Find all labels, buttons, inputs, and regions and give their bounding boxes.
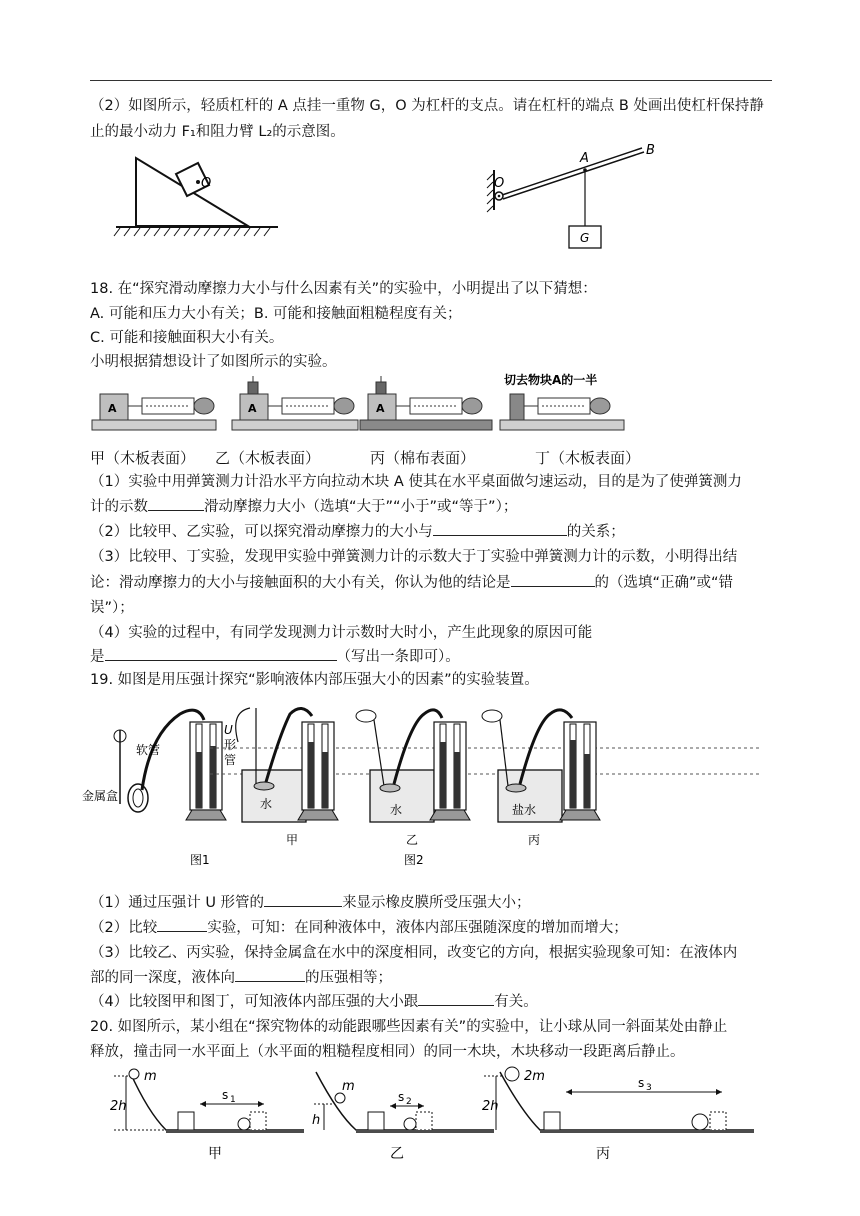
q18-s3-blank[interactable] <box>511 573 595 587</box>
svg-text:s: s <box>638 1076 645 1090</box>
q20-setup-jia <box>110 1069 304 1162</box>
svg-text:h: h <box>312 1113 321 1128</box>
svg-text:A: A <box>108 402 117 415</box>
svg-text:2h: 2h <box>110 1099 127 1114</box>
q17-incline-o-label: O <box>201 176 212 191</box>
svg-text:管: 管 <box>224 753 237 767</box>
q17-lever-figure <box>484 140 684 252</box>
q18-s3-line1: （3）比较甲、丁实验，发现甲实验中弹簧测力计的示数大于丁实验中弹簧测力计的示数，小明得出结 <box>90 549 738 565</box>
q19-s2-blank[interactable] <box>157 918 207 932</box>
q18-setup-bing <box>360 376 492 430</box>
q19-s4-line: （4）比较图甲和图丁，可知液体内部压强的大小跟 有关。 <box>90 994 538 1010</box>
q20-yi-label: 乙 <box>390 1146 404 1162</box>
q17-lever-g-label: G <box>580 231 590 245</box>
q19-setup-yi <box>356 710 470 867</box>
q18-s4-line1: （4）实验的过程中，有同学发现测力计示数时大时小，产生此现象的原因可能 <box>90 625 593 641</box>
q18-s4-blank[interactable] <box>105 647 337 661</box>
q20-bing-label: 丙 <box>596 1146 610 1162</box>
q18-setup-jia <box>92 394 216 430</box>
q18-title: 18. 在“探究滑动摩擦力大小与什么因素有关”的实验中，小明提出了以下猜想： <box>90 281 597 297</box>
q18-caption-bing: 丙（棉布表面） <box>370 449 476 467</box>
q18-s1-line2: 计的示数 滑动摩擦力大小（选填“大于”“小于”或“等于”）； <box>90 499 518 515</box>
q18-s2-line: （2）比较甲、乙实验，可以探究滑动摩擦力的大小与 的关系； <box>90 524 625 540</box>
svg-text:A: A <box>376 402 385 415</box>
q18-caption-jia: 甲（木板表面） <box>90 449 196 467</box>
q18-captions <box>90 447 780 469</box>
q18-s4-line2: 是 （写出一条即可）。 <box>90 649 460 665</box>
q20-jia-label: 甲 <box>208 1146 222 1162</box>
svg-text:3: 3 <box>646 1083 652 1093</box>
q19-hose-label: 软管 <box>136 743 161 757</box>
q19-title: 19. 如图是用压强计探究“影响液体内部压强大小的因素”的实验装置。 <box>90 672 539 688</box>
q17-lever-b-label: B <box>646 143 655 158</box>
q17-lever-o-label: O <box>494 176 505 191</box>
svg-text:A: A <box>248 402 257 415</box>
q19-yi-label: 乙 <box>406 833 419 847</box>
q17-incline-figure <box>112 150 282 240</box>
q19-fig2-label: 图2 <box>404 853 424 867</box>
svg-text:2: 2 <box>406 1097 412 1107</box>
q19-s4-blank[interactable] <box>418 992 494 1006</box>
q18-s2-blank[interactable] <box>433 522 567 536</box>
q19-fig1-label: 图1 <box>190 853 210 867</box>
q19-setup-jia <box>224 708 338 847</box>
q20-kinetic-energy-figure <box>104 1064 764 1164</box>
q18-caption-ding: 丁（木板表面） <box>535 449 641 467</box>
q19-s3-blank[interactable] <box>235 968 305 982</box>
svg-text:2h: 2h <box>482 1099 499 1114</box>
header-rule <box>90 80 772 81</box>
svg-text:U: U <box>224 723 233 737</box>
q18-guess-c: C. 可能和接触面积大小有关。 <box>90 330 284 346</box>
q17-text-line2: 止的最小动力 F₁和阻力臂 L₂的示意图。 <box>90 124 345 140</box>
q18-setup-yi <box>232 376 358 430</box>
svg-text:m: m <box>144 1069 157 1084</box>
q20-setup-yi <box>312 1072 494 1162</box>
q18-setup-ding <box>500 372 624 430</box>
q19-s2-line: （2）比较 实验，可知：在同种液体中，液体内部压强随深度的增加而增大； <box>90 920 628 936</box>
svg-text:1: 1 <box>230 1095 236 1105</box>
q19-fig1 <box>82 710 226 867</box>
q18-s3-line2: 论：滑动摩擦力的大小与接触面积的大小有关，你认为他的结论是 的（选填“正确”或“错 <box>90 575 734 591</box>
q19-pressure-gauge-figure <box>80 694 760 874</box>
q18-s1-line1: （1）实验中用弹簧测力计沿水平方向拉动木块 A 使其在水平桌面做匀速运动，目的是为了使弹簧测力 <box>90 474 742 490</box>
svg-text:水: 水 <box>390 803 403 817</box>
q20-text-line1: 20. 如图所示，某小组在“探究物体的动能跟哪些因素有关”的实验中，让小球从同一斜面某处由静止 <box>90 1019 728 1035</box>
q18-s3-line3: 误”）； <box>90 600 134 616</box>
svg-text:水: 水 <box>260 797 273 811</box>
q17-lever-a-label: A <box>580 151 589 166</box>
q18-intro: 小明根据猜想设计了如图所示的实验。 <box>90 354 337 370</box>
q20-text-line2: 释放，撞击同一水平面上（水平面的粗糙程度相同）的同一木块，木块移动一段距离后静止。 <box>90 1044 685 1060</box>
svg-text:m: m <box>342 1079 355 1094</box>
q19-s3-line2: 部的同一深度，液体向 的压强相等； <box>90 970 392 986</box>
q18-cut-label: 切去物块A的一半 <box>504 373 598 387</box>
svg-text:s: s <box>398 1090 405 1104</box>
q18-s1-blank[interactable] <box>148 497 204 511</box>
svg-text:s: s <box>222 1088 229 1102</box>
svg-text:2m: 2m <box>524 1069 545 1084</box>
q19-box-label: 金属盒 <box>82 789 119 803</box>
q17-text-line1: （2）如图所示，轻质杠杆的 A 点挂一重物 G，O 为杠杆的支点。请在杠杆的端点 B 处画出使杠杆保持静 <box>90 98 764 114</box>
q19-jia-label: 甲 <box>286 833 299 847</box>
svg-text:形: 形 <box>224 738 237 752</box>
q19-setup-bing <box>482 710 600 847</box>
q20-setup-bing <box>482 1067 754 1162</box>
q19-s1-blank[interactable] <box>264 893 342 907</box>
q18-friction-figures <box>90 370 780 442</box>
svg-text:盐水: 盐水 <box>512 803 537 817</box>
q19-s1-line: （1）通过压强计 U 形管的 来显示橡皮膜所受压强大小； <box>90 895 531 911</box>
q19-bing-label: 丙 <box>528 833 541 847</box>
q18-guess-ab: A. 可能和压力大小有关；B. 可能和接触面粗糙程度有关； <box>90 306 462 322</box>
q19-s3-line1: （3）比较乙、丙实验，保持金属盒在水中的深度相同，改变它的方向，根据实验现象可知：在液体内 <box>90 945 738 961</box>
q18-caption-yi: 乙（木板表面） <box>215 449 321 467</box>
